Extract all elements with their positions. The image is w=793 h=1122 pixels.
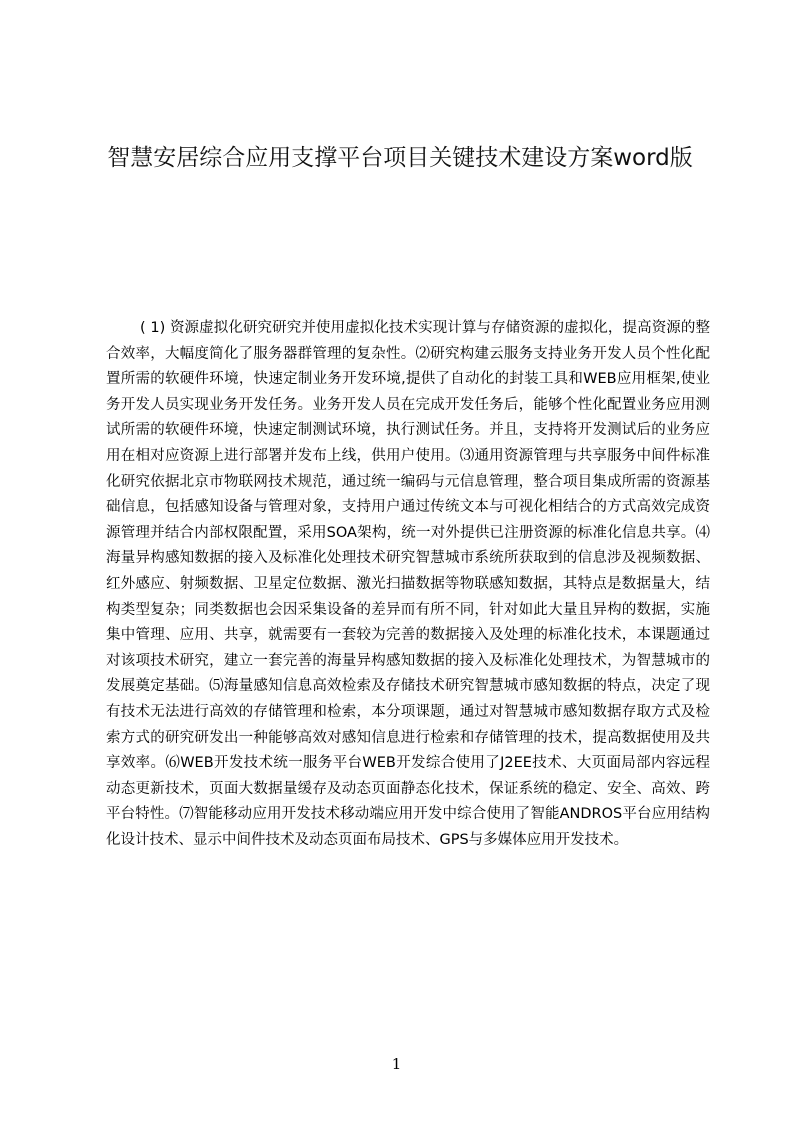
document-title: 智慧安居综合应用支撑平台项目关键技术建设方案word版 <box>107 145 693 171</box>
body-paragraph: ( 1) 资源虚拟化研究研究并使用虚拟化技术实现计算与存储资源的虚拟化，提高资源的整合效率，大幅度简化了服务器群管理的复杂性。⑵研究构建云服务支持业务开发人员个性化配置所需的软硬件环境，快速定制业务开发环境,提供了自动化的封装工具和WEB应用框架,使业务开发人员实现业务开发任务。业务开发人员在完成开发任务后，能够个性化配置业务应用测试所需的软硬件环境，快速定制测试环境，执行测试任务。并且，支持将开发测试后的业务应用在相对应资源上进行部署并发布上线，供用户使用。⑶通用资源管理与共享服务中间件标准化研究依据北京市物联网技术规范，通过统一编码与元信息管理，整合项目集成所需的资源基础信息，包括感知设备与管理对象，支持用户通过传统文本与可视化相结合的方式高效完成资源管理并结合内部权限配置，采用SOA架构，统一对外提供已注册资源的标准化信息共享。⑷海量异构感知数据的接入及标准化处理技术研究智慧城市系统所获取到的信息涉及视频数据、红外感应、射频数据、卫星定位数据、激光扫描数据等物联感知数据，其特点是数据量大，结构类型复杂；同类数据也会因采集设备的差异而有所不同，针对如此大量且异构的数据，实施集中管理、应用、共享，就需要有一套较为完善的数据接入及处理的标准化技术，本课题通过对该项技术研究，建立一套完善的海量异构感知数据的接入及标准化处理技术，为智慧城市的发展奠定基础。⑸海量感知信息高效检索及存储技术研究智慧城市感知数据的特点，决定了现有技术无法进行高效的存储管理和检索，本分项课题，通过对智慧城市感知数据存取方式及检索方式的研究研发出一种能够高效对感知信息进行检索和存储管理的技术，提高数据使用及共享效率。⑹WEB开发技术统一服务平台WEB开发综合使用了J2EE技术、大页面局部内容远程动态更新技术，页面大数据量缓存及动态页面静态化技术，保证系统的稳定、安全、高效、跨平台特性。⑺智能移动应用开发技术移动端应用开发中综合使用了智能ANDROS平台应用结构化设计技术、显示中间件技术及动态页面布局技术、GPS与多媒体应用开发技术。 <box>106 320 710 848</box>
page-number: 1 <box>391 1055 402 1073</box>
